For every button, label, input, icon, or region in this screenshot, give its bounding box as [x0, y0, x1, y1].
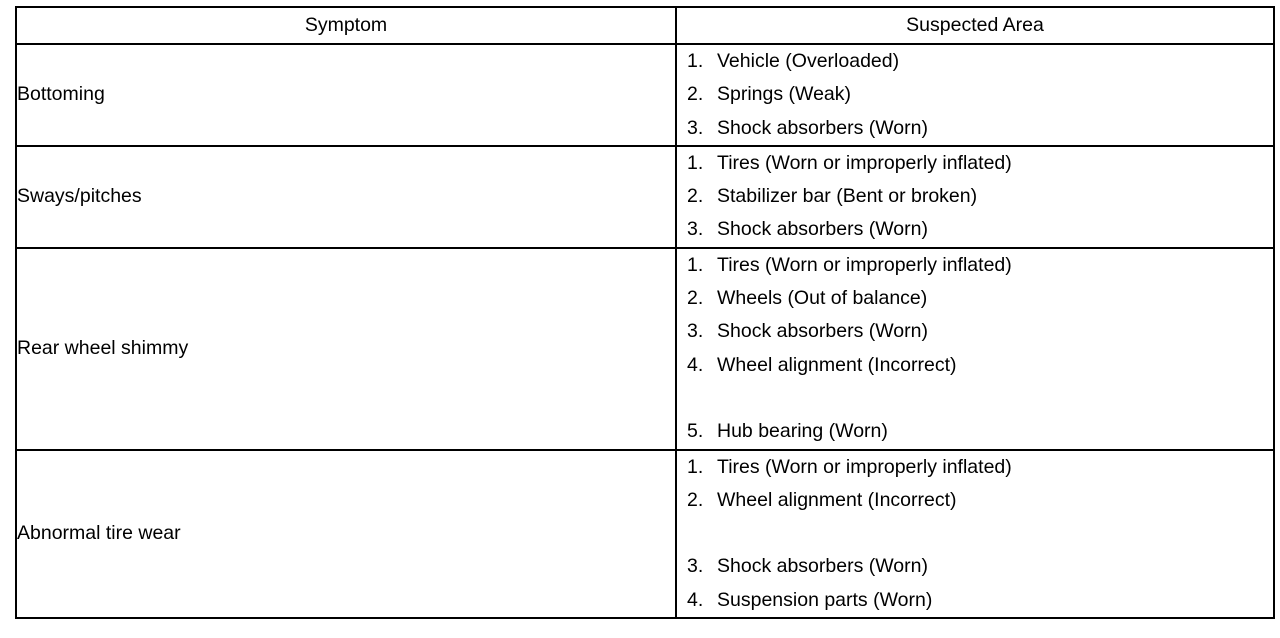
symptom-cell: Bottoming [16, 44, 676, 146]
list-item: 5. Hub bearing (Worn) [687, 420, 888, 443]
list-item: 1. Tires (Worn or improperly inflated) [687, 253, 1012, 276]
table-row [16, 44, 1274, 146]
table-row [16, 248, 1274, 450]
list-item: 3. Shock absorbers (Worn) [687, 320, 928, 343]
suspected-area-cell [676, 44, 1274, 146]
header-suspected-area: Suspected Area [676, 7, 1274, 44]
list-item: 4. Wheel alignment (Incorrect) [687, 353, 957, 376]
list-item: 3. Shock absorbers (Worn) [687, 218, 928, 241]
list-item: 2. Wheels (Out of balance) [687, 287, 928, 310]
list-item: 2. Springs (Weak) [687, 83, 852, 106]
list-item: 4. Suspension parts (Worn) [687, 588, 933, 611]
header-symptom: Symptom [16, 7, 676, 44]
list-item: 2. Wheel alignment (Incorrect) [687, 488, 957, 511]
header-row [16, 7, 1274, 44]
list-item: 1. Vehicle (Overloaded) [687, 50, 900, 72]
suspected-area-cell [676, 146, 1274, 248]
symptom-cell: Sways/pitches [16, 146, 676, 248]
list-item: 3. Shock absorbers (Worn) [687, 116, 928, 139]
suspected-area-cell [676, 450, 1274, 618]
list-spacer [677, 382, 1273, 415]
table-row [16, 146, 1274, 248]
list-item: 1. Tires (Worn or improperly inflated) [687, 455, 1012, 478]
symptom-cell: Abnormal tire wear [16, 450, 676, 618]
list-spacer [677, 517, 1273, 550]
symptom-cell: Rear wheel shimmy [16, 248, 676, 450]
suspected-area-cell [676, 248, 1274, 450]
table-row [16, 450, 1274, 618]
list-item: 1. Tires (Worn or improperly inflated) [687, 151, 1012, 174]
list-item: 2. Stabilizer bar (Bent or broken) [687, 185, 978, 208]
list-item: 3. Shock absorbers (Worn) [687, 555, 928, 578]
symptom-table [15, 6, 1275, 619]
